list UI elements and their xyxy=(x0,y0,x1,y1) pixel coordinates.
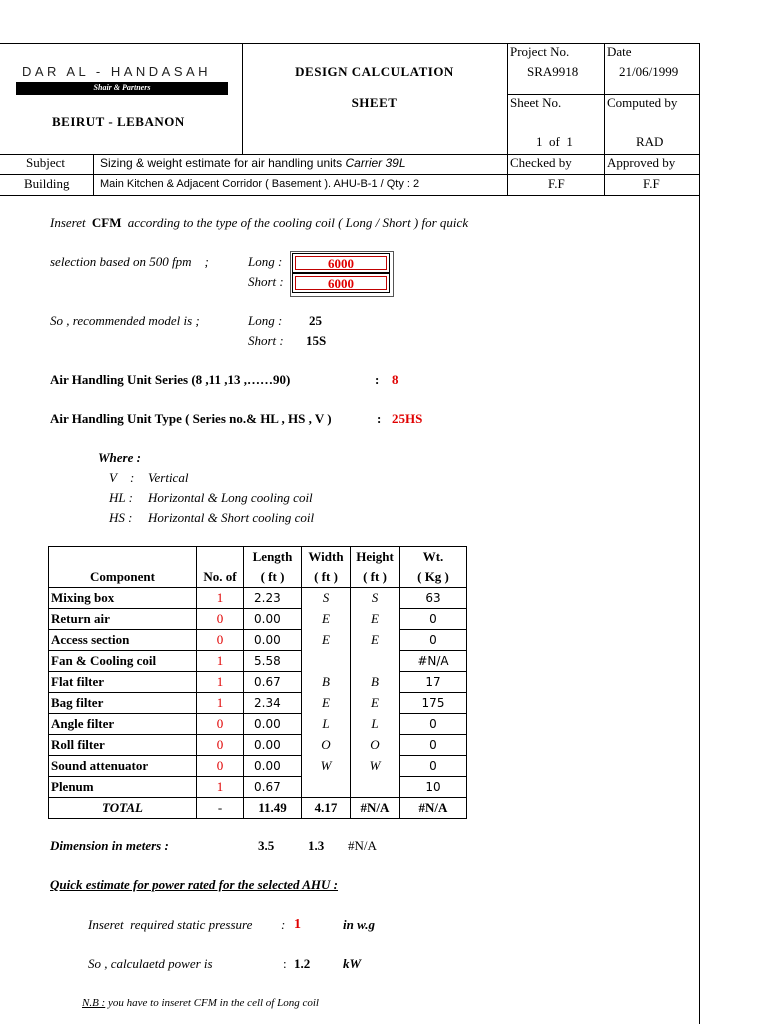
long-cfm-value: 6000 xyxy=(295,256,387,270)
component-height: L xyxy=(351,714,400,735)
component-length: 0.00 xyxy=(244,735,302,756)
component-name: Mixing box xyxy=(49,588,197,609)
header-weight-unit: ( Kg ) xyxy=(400,567,467,588)
component-name: Plenum xyxy=(49,777,197,798)
component-height: E xyxy=(351,693,400,714)
header-component: Component xyxy=(49,567,197,588)
component-count-input[interactable]: 0 xyxy=(197,735,244,756)
power-calc-colon: : xyxy=(283,956,287,971)
table-header-row-2 xyxy=(49,567,467,588)
meters-label: Dimension in meters : xyxy=(50,838,169,853)
meters-width: 1.3 xyxy=(308,838,325,853)
footnote xyxy=(82,997,319,1009)
table-total-row xyxy=(49,798,467,819)
model-short-value: 15S xyxy=(306,333,327,348)
where-title: Where : xyxy=(98,450,141,465)
total-weight: #N/A xyxy=(400,798,467,819)
total-length: 11.49 xyxy=(244,798,302,819)
component-width: W xyxy=(302,756,351,777)
long-cfm-input[interactable] xyxy=(292,253,390,273)
type-value[interactable]: 25HS xyxy=(392,411,423,426)
component-weight: 175 xyxy=(400,693,467,714)
component-height xyxy=(351,777,400,798)
component-name: Sound attenuator xyxy=(49,756,197,777)
component-height: E xyxy=(351,609,400,630)
component-count-input[interactable]: 1 xyxy=(197,777,244,798)
power-calc-value: 1.2 xyxy=(294,956,311,971)
component-name: Return air xyxy=(49,609,197,630)
short-cfm-input[interactable] xyxy=(292,273,390,293)
table-row xyxy=(49,588,467,609)
component-length: 0.67 xyxy=(244,777,302,798)
footnote-prefix: N.B : xyxy=(82,997,106,1009)
component-count-input[interactable]: 0 xyxy=(197,630,244,651)
date-label: Date xyxy=(607,44,632,59)
subject-text: Sizing & weight estimate for air handling units xyxy=(100,156,343,170)
component-height: S xyxy=(351,588,400,609)
table-row xyxy=(49,630,467,651)
component-width: S xyxy=(302,588,351,609)
power-calc-label: So , calculaetd power is xyxy=(88,956,213,971)
project-no-value: SRA9918 xyxy=(527,64,579,79)
total-height: #N/A xyxy=(351,798,400,819)
component-width: E xyxy=(302,693,351,714)
component-weight: 17 xyxy=(400,672,467,693)
static-pressure-unit: in w.g xyxy=(343,917,376,932)
component-name: Roll filter xyxy=(49,735,197,756)
component-count-input[interactable]: 0 xyxy=(197,714,244,735)
short-cfm-value: 6000 xyxy=(295,276,387,290)
power-calc-unit: kW xyxy=(343,956,362,971)
component-count-input[interactable]: 0 xyxy=(197,756,244,777)
component-table xyxy=(48,546,467,819)
component-name: Angle filter xyxy=(49,714,197,735)
short-cfm-label: Short : xyxy=(248,274,284,289)
type-label: Air Handling Unit Type ( Series no.& HL , HS , V ) xyxy=(50,411,332,426)
approved-by-label: Approved by xyxy=(607,155,676,170)
series-label: Air Handling Unit Series (8 ,11 ,13 ,……90) xyxy=(50,372,291,387)
project-no-label: Project No. xyxy=(510,44,570,59)
where-hl-code: HL : xyxy=(109,490,133,505)
where-hs-code: HS : xyxy=(109,510,133,525)
subject-value xyxy=(100,156,406,170)
component-length: 0.00 xyxy=(244,630,302,651)
component-weight: 0 xyxy=(400,756,467,777)
building-label: Building xyxy=(24,176,70,191)
table-row xyxy=(49,693,467,714)
computed-by-value: RAD xyxy=(636,134,664,149)
approved-by-value: F.F xyxy=(643,176,660,191)
component-width: B xyxy=(302,672,351,693)
sheet-title: DESIGN CALCULATION xyxy=(295,64,454,79)
long-cfm-label: Long : xyxy=(248,254,283,269)
component-width: L xyxy=(302,714,351,735)
power-title: Quick estimate for power rated for the selected AHU : xyxy=(50,877,339,892)
component-width: E xyxy=(302,609,351,630)
header-width-unit: ( ft ) xyxy=(302,567,351,588)
component-count-input[interactable]: 1 xyxy=(197,693,244,714)
component-weight: 0 xyxy=(400,714,467,735)
company-location: BEIRUT - LEBANON xyxy=(52,114,185,129)
component-length: 0.67 xyxy=(244,672,302,693)
series-value[interactable]: 8 xyxy=(392,372,399,387)
building-value: Main Kitchen & Adjacent Corridor ( Basement ). AHU-B-1 / Qty : 2 xyxy=(100,178,420,190)
component-weight: #N/A xyxy=(400,651,467,672)
component-height: O xyxy=(351,735,400,756)
component-length: 0.00 xyxy=(244,714,302,735)
intro-pre: Inseret xyxy=(50,215,86,230)
computed-by-label: Computed by xyxy=(607,95,678,110)
component-length: 0.00 xyxy=(244,609,302,630)
footnote-text: you have to inseret CFM in the cell of Long coil xyxy=(107,997,319,1009)
header-no-of: No. of xyxy=(197,567,244,588)
where-hl-desc: Horizontal & Long cooling coil xyxy=(148,490,313,505)
table-row xyxy=(49,651,467,672)
date-value: 21/06/1999 xyxy=(619,64,679,79)
model-short-label: Short : xyxy=(248,333,284,348)
subject-model: Carrier 39L xyxy=(345,156,406,170)
intro-line-1 xyxy=(50,215,468,231)
intro-line-2: selection based on 500 fpm ; xyxy=(50,254,209,269)
component-length: 2.23 xyxy=(244,588,302,609)
intro-cfm: CFM xyxy=(91,215,122,230)
component-count-input[interactable]: 1 xyxy=(197,672,244,693)
component-width xyxy=(302,777,351,798)
component-width: E xyxy=(302,630,351,651)
component-weight: 10 xyxy=(400,777,467,798)
table-row xyxy=(49,735,467,756)
component-length: 0.00 xyxy=(244,756,302,777)
company-name: DAR AL - HANDASAH xyxy=(22,64,212,79)
component-width xyxy=(302,651,351,672)
header-width: Width xyxy=(302,547,351,568)
header-length: Length xyxy=(244,547,302,568)
header-weight: Wt. xyxy=(400,547,467,568)
checked-by-value: F.F xyxy=(548,176,565,191)
component-count-input[interactable]: 0 xyxy=(197,609,244,630)
component-name: Fan & Cooling coil xyxy=(49,651,197,672)
subject-label: Subject xyxy=(26,155,65,170)
table-header-row-1 xyxy=(49,547,467,568)
type-colon: : xyxy=(377,411,382,426)
intro-post: according to the type of the cooling coil ( Long / Short ) for quick xyxy=(127,215,469,230)
model-long-value: 25 xyxy=(309,313,322,328)
static-pressure-label: Inseret required static pressure xyxy=(88,917,253,932)
component-length: 5.58 xyxy=(244,651,302,672)
model-text: So , recommended model is ; xyxy=(50,313,200,328)
component-width: O xyxy=(302,735,351,756)
component-count-input[interactable]: 1 xyxy=(197,651,244,672)
meters-length: 3.5 xyxy=(258,838,275,853)
total-no: - xyxy=(197,798,244,819)
where-v-desc: Vertical xyxy=(148,470,189,485)
component-name: Flat filter xyxy=(49,672,197,693)
header-height: Height xyxy=(351,547,400,568)
model-long-label: Long : xyxy=(248,313,283,328)
sheet-no-label: Sheet No. xyxy=(510,95,562,110)
header-length-unit: ( ft ) xyxy=(244,567,302,588)
static-pressure-input[interactable]: 1 xyxy=(294,917,301,932)
checked-by-label: Checked by xyxy=(510,155,572,170)
component-weight: 63 xyxy=(400,588,467,609)
header-height-unit: ( ft ) xyxy=(351,567,400,588)
component-weight: 0 xyxy=(400,609,467,630)
company-subtitle: Shair & Partners xyxy=(93,83,151,92)
where-hs-desc: Horizontal & Short cooling coil xyxy=(148,510,315,525)
series-colon: : xyxy=(375,372,380,387)
component-height: E xyxy=(351,630,400,651)
table-row xyxy=(49,777,467,798)
table-row xyxy=(49,714,467,735)
component-weight: 0 xyxy=(400,735,467,756)
table-row xyxy=(49,672,467,693)
sheet-no-value: 1 of 1 xyxy=(536,134,573,149)
component-name: Bag filter xyxy=(49,693,197,714)
where-v-code: V xyxy=(109,470,117,485)
component-length: 2.34 xyxy=(244,693,302,714)
component-height: B xyxy=(351,672,400,693)
component-count-input[interactable]: 1 xyxy=(197,588,244,609)
component-weight: 0 xyxy=(400,630,467,651)
meters-height: #N/A xyxy=(348,838,377,853)
total-width: 4.17 xyxy=(302,798,351,819)
component-height: W xyxy=(351,756,400,777)
table-row xyxy=(49,609,467,630)
table-row xyxy=(49,756,467,777)
component-height xyxy=(351,651,400,672)
static-pressure-colon: : xyxy=(281,917,286,932)
sheet-title-2: SHEET xyxy=(351,95,398,110)
component-name: Access section xyxy=(49,630,197,651)
where-v-sep: : xyxy=(130,470,135,485)
total-label: TOTAL xyxy=(49,798,197,819)
